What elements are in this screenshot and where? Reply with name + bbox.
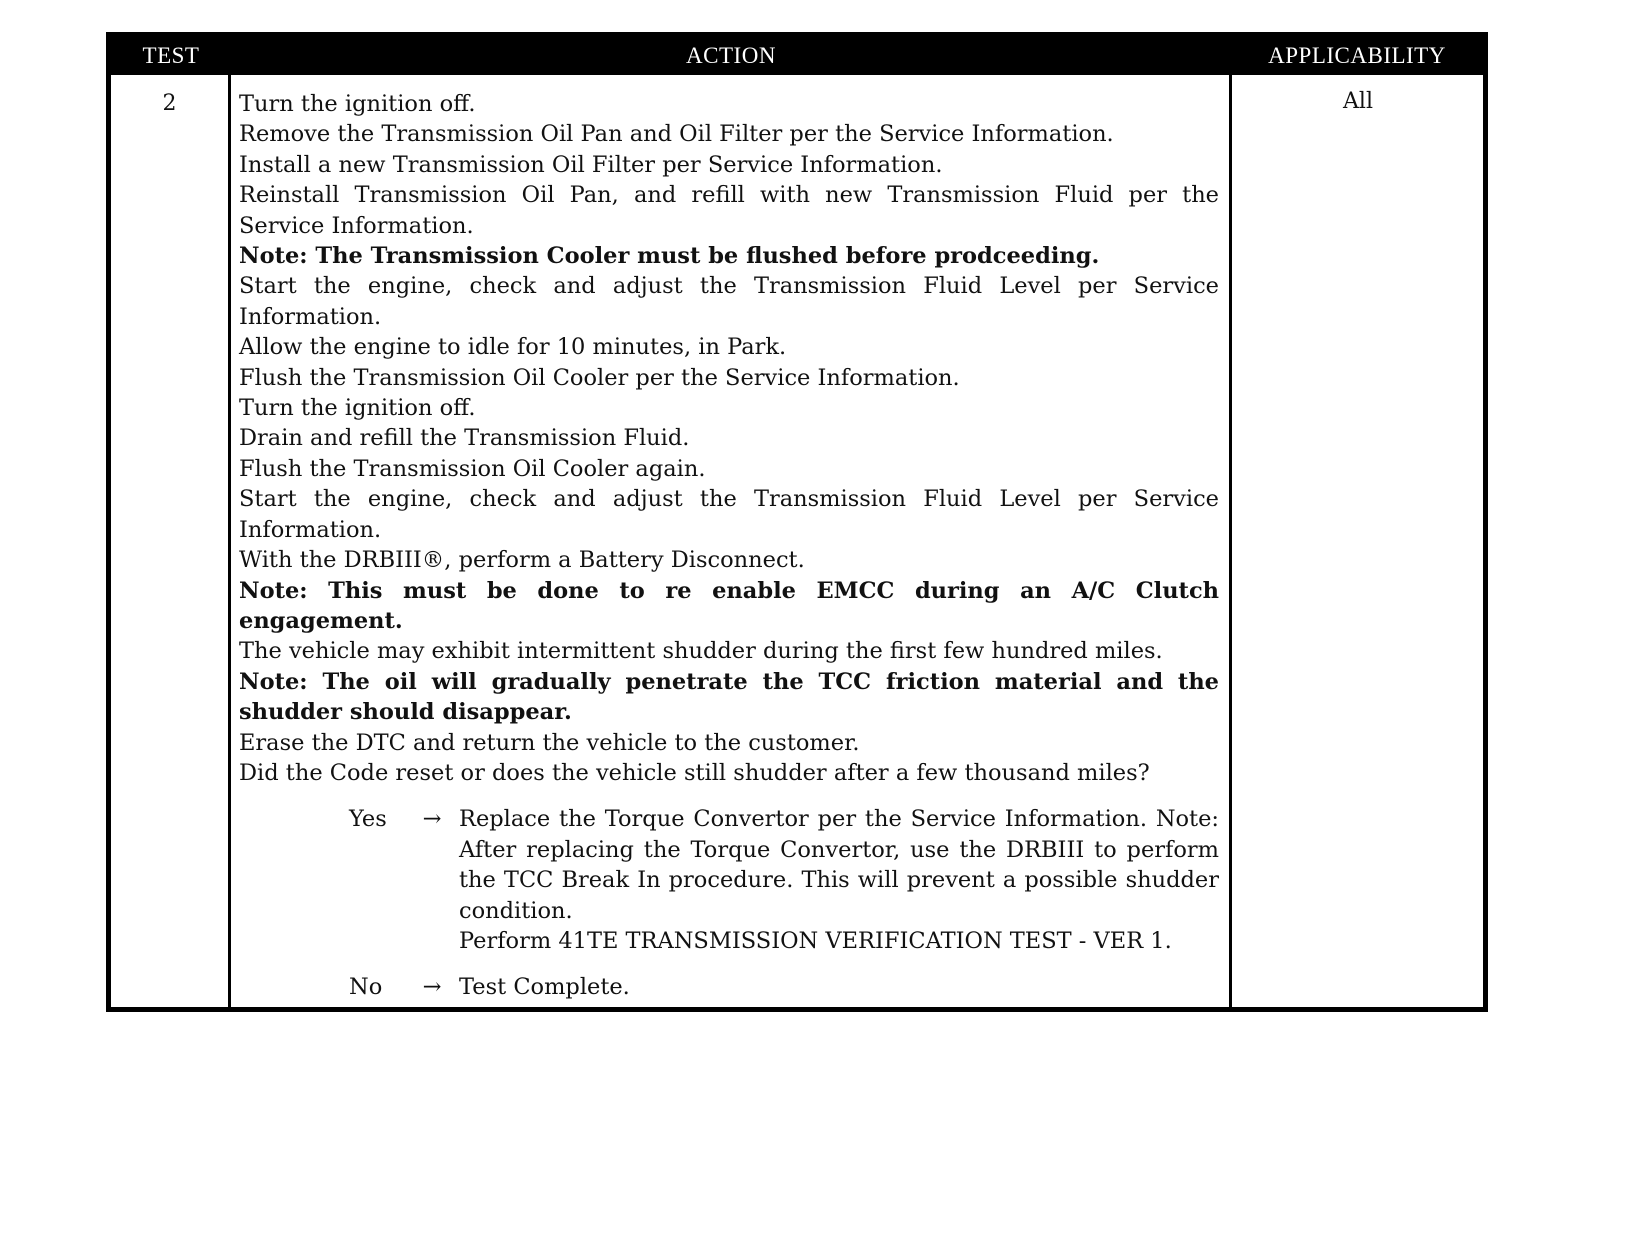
action-steps [239,89,1219,788]
step-line: Turn the ignition off. [239,395,476,422]
branch-text [459,804,1219,956]
diagnostic-table [106,32,1488,1012]
applicability-value: All [1343,89,1373,114]
step-line: Drain and refill the Transmission Fluid. [239,425,690,452]
step-line: Allow the engine to idle for 10 minutes, in Park. [239,334,787,361]
step-line: Start the engine, check and adjust the Transmission Fluid Level per Service Information. [239,486,1219,543]
column-divider [1229,75,1232,1007]
step-line: The vehicle may exhibit intermittent shudder during the first few hundred miles. [239,638,1163,665]
branch-text [459,972,1219,1002]
note-line: Note: This must be done to re enable EMCC during an A/C Clutch engagement. [239,577,1219,634]
step-line: Turn the ignition off. [239,91,476,117]
step-line: Remove the Transmission Oil Pan and Oil Filter per the Service Information. [239,121,1114,148]
step-line: Reinstall Transmission Oil Pan, and refill with new Transmission Fluid per the Service Information. [239,182,1219,239]
branch-no [239,972,1219,1002]
branch-label: No [349,974,383,1001]
branch-action: Replace the Torque Convertor per the Service Information. Note: After replacing the Torque Convertor, use the DRBIII to perform the TCC Break In procedure. This will prevent a possible shudder condition. [459,806,1219,924]
header-applicability: APPLICABILITY [1268,43,1446,68]
table-header [111,37,1483,75]
note-line: Note: The oil will gradually penetrate the TCC friction material and the shudder should disappear. [239,668,1219,726]
arrow-right-icon: → [422,974,442,1001]
step-line: Start the engine, check and adjust the Transmission Fluid Level per Service Information. [239,273,1219,330]
step-line: Install a new Transmission Oil Filter per Service Information. [239,151,943,178]
test-number: 2 [162,91,177,116]
step-line: Flush the Transmission Oil Cooler per the Service Information. [239,364,960,391]
branch-label: Yes [349,806,387,833]
branch-followup: Perform 41TE TRANSMISSION VERIFICATION TEST - VER 1. [459,927,1172,954]
step-line: Flush the Transmission Oil Cooler again. [239,455,706,482]
step-line: Did the Code reset or does the vehicle still shudder after a few thousand miles? [239,759,1150,786]
note-line: Note: The Transmission Cooler must be flushed before prodceeding. [239,243,1100,270]
arrow-right-icon: → [422,806,442,833]
column-divider [228,75,231,1007]
branch-action: Test Complete. [459,974,630,1001]
action-cell [239,89,1219,1003]
result-branches [239,804,1219,1002]
branch-yes [239,804,1219,956]
header-test: TEST [142,43,200,68]
step-line: Erase the DTC and return the vehicle to the customer. [239,729,860,756]
step-line: With the DRBIII®, perform a Battery Disconnect. [239,547,805,574]
header-action: ACTION [686,43,776,68]
